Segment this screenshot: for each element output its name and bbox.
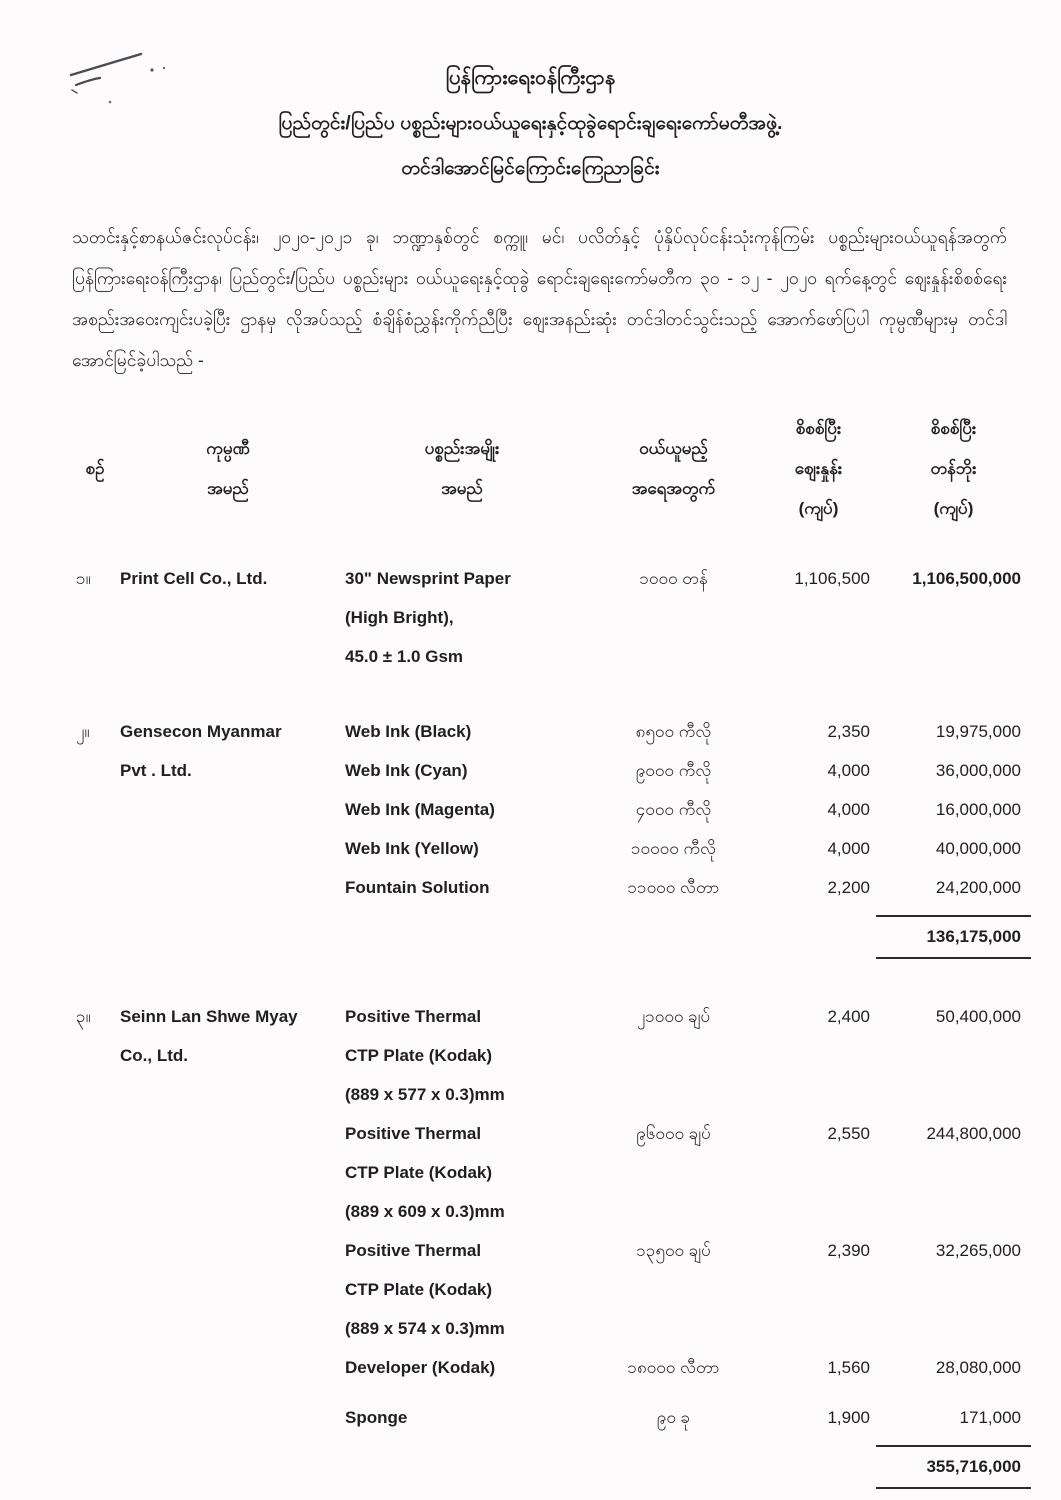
item-value: 40,000,000 xyxy=(935,839,1021,858)
table-row xyxy=(72,712,1031,961)
item-value: 28,080,000 xyxy=(935,1358,1021,1377)
tender-table xyxy=(72,409,1031,1491)
item-quantity: ၁၃၅၀၀ ချပ် xyxy=(636,1241,711,1260)
company-name xyxy=(118,712,338,961)
table-row xyxy=(72,997,1031,1491)
company-name xyxy=(118,559,338,676)
item-row xyxy=(338,1398,1031,1437)
item-description-line: Positive Thermal xyxy=(345,1241,482,1260)
company-name-line: Print Cell Co., Ltd. xyxy=(120,569,268,588)
item-price: 4,000 xyxy=(827,800,870,819)
intro-paragraph: သတင်းနှင့်စာနယ်ဇင်းလုပ်ငန်း၊ ၂၀၂၀-၂၀၂၁ ခု၊ ဘဏ္ဍာနှစ်တွင် စက္ကူ၊ မင်၊ ပလိတ်နှင့် ပုံနှိပ်လုပ်ငန်းသုံးကုန်ကြမ်း ပစ္စည်းများဝယ်ယူရန်အတွက် ပြန်ကြားရေးဝန်ကြီးဌာန၊ ပြည်တွင်း/ပြည်ပ ပစ္စည်းများ ဝယ်ယူရေးနှင့်ထုခွဲ ရောင်းချရေးကော်မတီက ၃၀ - ၁၂ - ၂၀၂၀ ရက်နေ့တွင် ဈေးနှုန်းစိစစ်ရေးအစည်းအဝေးကျင်းပခဲ့ပြီး ဌာနမှ လိုအပ်သည့် စံချိန်စံညွှန်းကိုက်ညီပြီး ဈေးအနည်းဆုံး တင်ဒါတင်သွင်းသည့် အောက်ဖော်ပြပါ ကုမ္ပဏီများမှ တင်ဒါအောင်မြင်ခဲ့ပါသည် - xyxy=(72,227,1007,370)
company-name-line: Pvt . Ltd. xyxy=(120,761,192,780)
item-description xyxy=(338,997,586,1114)
header-price-line3: (ကျပ်) xyxy=(798,499,839,518)
subtotal-spacer-price xyxy=(761,915,876,959)
header-item-line2: အမည် xyxy=(441,479,483,498)
item-description xyxy=(338,1231,586,1348)
company-items xyxy=(338,559,1031,676)
item-price: 2,200 xyxy=(827,878,870,897)
subtotal-spacer-price xyxy=(761,1445,876,1489)
item-description-line: CTP Plate (Kodak) xyxy=(345,1163,493,1182)
subtotal-spacer-qty xyxy=(586,1445,761,1489)
header-value-line3: (ကျပ်) xyxy=(933,499,974,518)
header-value-line2: တန်ဘိုး xyxy=(930,459,977,478)
item-description-line: (889 x 574 x 0.3)mm xyxy=(345,1319,505,1338)
subtotal-spacer-desc xyxy=(338,915,586,959)
row-number: ၃။ xyxy=(76,1007,91,1026)
item-description xyxy=(338,751,586,790)
subtotal-spacer-qty xyxy=(586,915,761,959)
item-quantity: ၁၀၀၀ တန် xyxy=(639,569,708,588)
item-quantity: ၈၅၀၀ ကီလို xyxy=(635,722,712,741)
company-name-line: Gensecon Myanmar xyxy=(120,722,282,741)
header-value-line1: စိစစ်ပြီး xyxy=(930,419,977,438)
item-description-line: CTP Plate (Kodak) xyxy=(345,1280,493,1299)
header-quantity xyxy=(586,409,761,529)
committee-title: ပြည်တွင်း/ပြည်ပ ပစ္စည်းများဝယ်ယူရေးနှင့်ထုခွဲရောင်းချရေးကော်မတီအဖွဲ့. xyxy=(278,113,783,134)
subtotal-spacer-desc xyxy=(338,1445,586,1489)
item-description-line: 45.0 ± 1.0 Gsm xyxy=(345,647,464,666)
header-company-line1: ကုမ္ပဏီ xyxy=(206,439,250,458)
item-value: 50,400,000 xyxy=(935,1007,1021,1026)
table-header-row xyxy=(72,409,1031,529)
row-number: ၂။ xyxy=(76,722,90,741)
item-price: 1,900 xyxy=(827,1408,870,1427)
header-value xyxy=(876,409,1031,529)
table-body xyxy=(72,559,1031,1491)
row-number: ၁။ xyxy=(76,569,91,588)
item-description-line: Positive Thermal xyxy=(345,1007,482,1026)
item-row xyxy=(338,1348,1031,1387)
item-quantity: ၁၁၀၀၀ လီတာ xyxy=(627,878,720,897)
item-price: 1,560 xyxy=(827,1358,870,1377)
header-price-line2: ဈေးနှုန်း xyxy=(794,459,843,478)
item-description-line: Developer (Kodak) xyxy=(345,1358,496,1377)
item-description xyxy=(338,1398,586,1437)
item-description-line: Web Ink (Yellow) xyxy=(345,839,479,858)
subtotal-value: 355,716,000 xyxy=(876,1445,1031,1489)
item-value: 19,975,000 xyxy=(935,722,1021,741)
item-description-line: Web Ink (Cyan) xyxy=(345,761,468,780)
item-description-line: (889 x 609 x 0.3)mm xyxy=(345,1202,505,1221)
item-quantity: ၄၀၀၀ ကီလို xyxy=(635,800,712,819)
subtotal-row xyxy=(338,1445,1031,1489)
item-row xyxy=(338,997,1031,1114)
company-name-line: Seinn Lan Shwe Myay xyxy=(120,1007,298,1026)
header-quantity-line1: ဝယ်ယူမည့် xyxy=(639,439,708,458)
item-price: 2,350 xyxy=(827,722,870,741)
ministry-title: ပြန်ကြားရေးဝန်ကြီးဌာန xyxy=(445,67,616,89)
item-price: 2,550 xyxy=(827,1124,870,1143)
header-price xyxy=(761,409,876,529)
item-description-line: Sponge xyxy=(345,1408,408,1427)
item-value: 32,265,000 xyxy=(935,1241,1021,1260)
item-quantity: ၉၆၀၀၀ ချပ် xyxy=(636,1124,711,1143)
item-row xyxy=(338,1231,1031,1348)
header-quantity-line2: အရေအတွက် xyxy=(631,479,716,498)
item-description-line: Web Ink (Black) xyxy=(345,722,472,741)
item-description-line: CTP Plate (Kodak) xyxy=(345,1046,493,1065)
item-quantity: ၂၁၀၀၀ ချပ် xyxy=(636,1007,711,1026)
subtotal-row xyxy=(338,915,1031,959)
header-price-line1: စိစစ်ပြီး xyxy=(795,419,842,438)
item-value: 16,000,000 xyxy=(935,800,1021,819)
header-no-label: စဉ် xyxy=(85,459,105,478)
item-price: 4,000 xyxy=(827,761,870,780)
item-value: 1,106,500,000 xyxy=(912,569,1021,588)
item-price: 4,000 xyxy=(827,839,870,858)
item-quantity: ၉၀ ခု xyxy=(656,1408,691,1427)
item-row xyxy=(338,829,1031,868)
pen-scribble-mark xyxy=(38,22,198,112)
announcement-title: တင်ဒါအောင်မြင်ကြောင်းကြေညာခြင်း xyxy=(401,158,660,179)
item-description xyxy=(338,559,586,676)
item-value: 36,000,000 xyxy=(935,761,1021,780)
item-price: 2,400 xyxy=(827,1007,870,1026)
item-row xyxy=(338,559,1031,676)
item-row xyxy=(338,1114,1031,1231)
company-items xyxy=(338,997,1031,1491)
header-item-line1: ပစ္စည်းအမျိုး xyxy=(424,439,500,458)
item-description-line: (889 x 577 x 0.3)mm xyxy=(345,1085,505,1104)
header-item xyxy=(338,409,586,529)
company-items xyxy=(338,712,1031,961)
item-description-line: 30" Newsprint Paper xyxy=(345,569,511,588)
subtotal-value: 136,175,000 xyxy=(876,915,1031,959)
item-price: 1,106,500 xyxy=(794,569,870,588)
item-value: 244,800,000 xyxy=(926,1124,1021,1143)
header-company xyxy=(118,409,338,529)
company-name-line: Co., Ltd. xyxy=(120,1046,188,1065)
item-description-line: Web Ink (Magenta) xyxy=(345,800,495,819)
item-row xyxy=(338,751,1031,790)
item-description xyxy=(338,829,586,868)
item-value: 24,200,000 xyxy=(935,878,1021,897)
item-row xyxy=(338,712,1031,751)
company-name xyxy=(118,997,338,1491)
item-quantity: ၁၈၀၀၀ လီတာ xyxy=(627,1358,720,1377)
item-value: 171,000 xyxy=(959,1408,1021,1427)
header-company-line2: အမည် xyxy=(207,479,249,498)
item-description-line: Positive Thermal xyxy=(345,1124,482,1143)
item-description xyxy=(338,1114,586,1231)
item-quantity: ၉၀၀၀ ကီလို xyxy=(635,761,712,780)
item-description xyxy=(338,1348,586,1387)
item-row xyxy=(338,868,1031,907)
item-description-line: Fountain Solution xyxy=(345,878,490,897)
item-quantity: ၁၀၀၀၀ ကီလို xyxy=(630,839,717,858)
table-row xyxy=(72,559,1031,676)
item-description-line: (High Bright), xyxy=(345,608,454,627)
header-no xyxy=(72,409,118,529)
item-row xyxy=(338,790,1031,829)
item-price: 2,390 xyxy=(827,1241,870,1260)
item-description xyxy=(338,790,586,829)
item-description xyxy=(338,712,586,751)
item-description xyxy=(338,868,586,907)
